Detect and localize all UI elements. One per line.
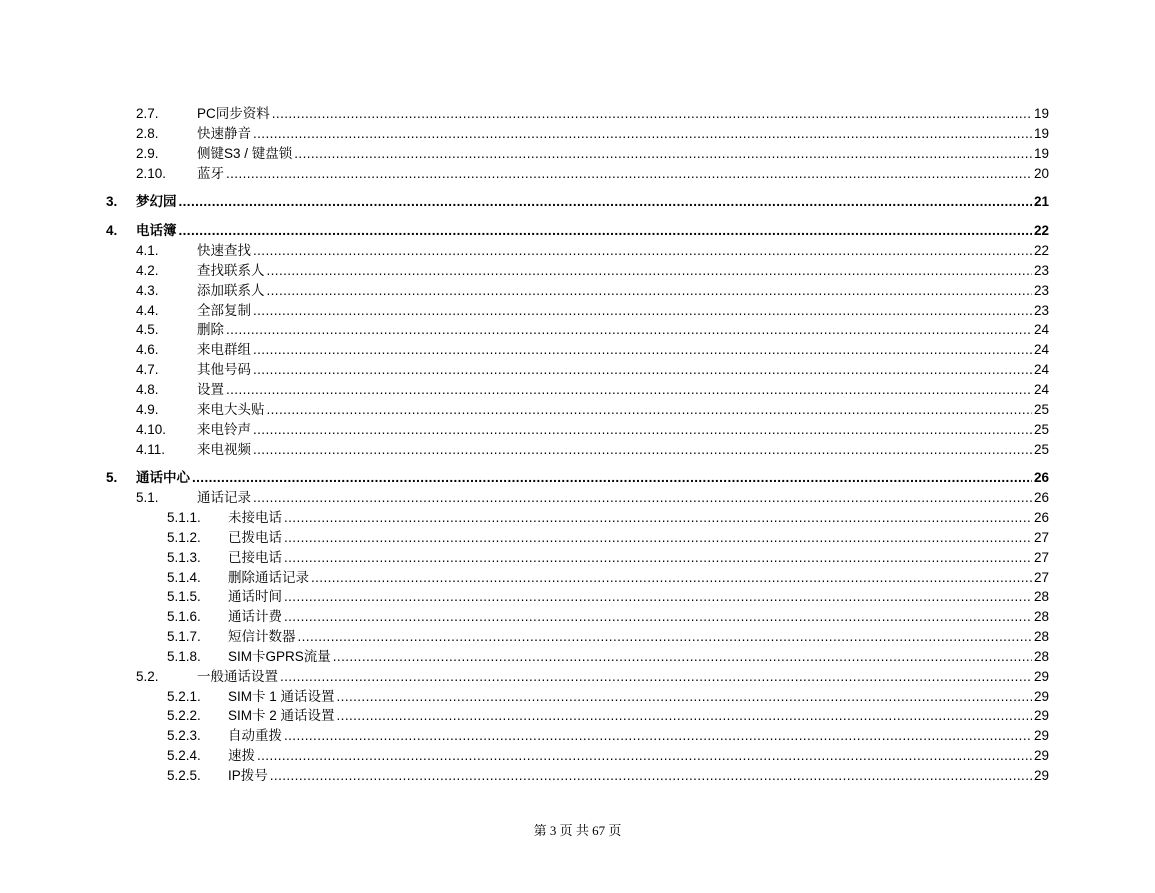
toc-entry[interactable] bbox=[0, 706, 1155, 726]
toc-entry[interactable] bbox=[0, 568, 1155, 588]
toc-entry-number: 4.5. bbox=[136, 322, 159, 338]
toc-entry-number: 4.4. bbox=[136, 302, 159, 318]
toc-entry-number: 4. bbox=[106, 223, 118, 239]
toc-entry-page-number: 21 bbox=[1033, 194, 1049, 210]
dot-leader bbox=[253, 420, 1032, 440]
toc-entry-number: 5.2.3. bbox=[167, 728, 201, 744]
toc-entry-title: 其他号码 bbox=[197, 362, 251, 378]
toc-entry[interactable] bbox=[0, 488, 1155, 508]
toc-entry-page-number: 26 bbox=[1033, 510, 1049, 526]
toc-entry[interactable] bbox=[0, 261, 1155, 281]
toc-entry-line bbox=[197, 124, 1049, 144]
toc-entry-title: 未接电话 bbox=[228, 510, 282, 526]
toc-entry-page-number: 28 bbox=[1033, 609, 1049, 625]
toc-entry-number: 5.1. bbox=[136, 490, 159, 506]
toc-entry-number: 4.9. bbox=[136, 401, 159, 417]
toc-entry-line bbox=[197, 104, 1049, 124]
toc-entry-title: 电话簿 bbox=[136, 223, 177, 239]
toc-entry[interactable] bbox=[0, 587, 1155, 607]
toc-entry-title: 查找联系人 bbox=[197, 262, 265, 278]
toc-entry-line bbox=[228, 687, 1049, 707]
toc-entry-line bbox=[136, 468, 1049, 488]
dot-leader bbox=[267, 400, 1032, 420]
toc-entry-number: 5.2.4. bbox=[167, 748, 201, 764]
toc-entry-page-number: 23 bbox=[1033, 262, 1049, 278]
toc-entry-line bbox=[228, 706, 1049, 726]
toc-entry[interactable] bbox=[0, 360, 1155, 380]
dot-leader bbox=[253, 488, 1032, 508]
toc-entry-line bbox=[197, 360, 1049, 380]
table-of-contents bbox=[0, 104, 1155, 786]
toc-entry-number: 4.10. bbox=[136, 421, 167, 437]
toc-entry-line bbox=[228, 766, 1049, 786]
toc-entry-page-number: 19 bbox=[1033, 145, 1049, 161]
toc-entry-page-number: 28 bbox=[1033, 589, 1049, 605]
toc-entry-title: 添加联系人 bbox=[197, 282, 265, 298]
page-footer: 第 3 页 共 67 页 bbox=[533, 823, 622, 838]
toc-entry-number: 3. bbox=[106, 194, 118, 210]
toc-entry[interactable] bbox=[0, 667, 1155, 687]
dot-leader bbox=[284, 528, 1032, 548]
toc-entry[interactable] bbox=[0, 607, 1155, 627]
toc-entry-number: 5.2. bbox=[136, 668, 159, 684]
toc-entry-page-number: 24 bbox=[1033, 342, 1049, 358]
dot-leader bbox=[337, 706, 1032, 726]
toc-entry-page-number: 27 bbox=[1033, 549, 1049, 565]
toc-entry-page-number: 19 bbox=[1033, 125, 1049, 141]
toc-entry-line bbox=[228, 548, 1049, 568]
toc-entry-title: SIM卡GPRS流量 bbox=[228, 648, 331, 664]
toc-entry[interactable] bbox=[0, 340, 1155, 360]
toc-entry[interactable] bbox=[0, 746, 1155, 766]
toc-entry-title: 蓝牙 bbox=[197, 165, 224, 181]
toc-entry-line bbox=[197, 488, 1049, 508]
toc-entry-page-number: 29 bbox=[1033, 728, 1049, 744]
toc-entry-page-number: 22 bbox=[1033, 243, 1049, 259]
toc-entry-number: 4.2. bbox=[136, 262, 159, 278]
toc-entry-number: 5.1.8. bbox=[167, 648, 201, 664]
toc-entry[interactable] bbox=[0, 124, 1155, 144]
dot-leader bbox=[179, 221, 1032, 241]
toc-entry-line bbox=[197, 440, 1049, 460]
dot-leader bbox=[226, 380, 1032, 400]
toc-entry-title: 短信计数器 bbox=[228, 629, 296, 645]
toc-entry-number: 5.2.5. bbox=[167, 768, 201, 783]
toc-entry-title: 已拨电话 bbox=[228, 529, 282, 545]
toc-entry-title: 快速静音 bbox=[197, 125, 251, 141]
toc-entry-number: 4.1. bbox=[136, 243, 159, 259]
toc-entry-page-number: 29 bbox=[1033, 708, 1049, 724]
toc-entry-page-number: 27 bbox=[1033, 529, 1049, 545]
toc-entry[interactable] bbox=[0, 400, 1155, 420]
dot-leader bbox=[284, 726, 1032, 746]
toc-entry-title: 快速查找 bbox=[197, 243, 251, 259]
toc-entry-number: 5.1.2. bbox=[167, 529, 201, 545]
toc-entry-page-number: 29 bbox=[1033, 668, 1049, 684]
toc-entry-page-number: 24 bbox=[1033, 362, 1049, 378]
toc-entry-number: 5.2.1. bbox=[167, 688, 201, 704]
dot-leader bbox=[253, 440, 1032, 460]
toc-entry-page-number: 23 bbox=[1033, 282, 1049, 298]
toc-entry-title: IP拨号 bbox=[228, 768, 268, 783]
dot-leader bbox=[253, 301, 1032, 321]
toc-entry-page-number: 26 bbox=[1033, 470, 1049, 486]
toc-entry[interactable] bbox=[0, 508, 1155, 528]
toc-entry-title: 来电群组 bbox=[197, 342, 251, 358]
toc-entry[interactable] bbox=[0, 440, 1155, 460]
toc-entry-title: 设置 bbox=[197, 381, 224, 397]
toc-entry-number: 5.1.7. bbox=[167, 629, 201, 645]
toc-entry-page-number: 29 bbox=[1033, 688, 1049, 704]
toc-entry-number: 5.1.1. bbox=[167, 510, 201, 526]
toc-entry-line bbox=[228, 568, 1049, 588]
toc-entry-title: PC同步资料 bbox=[197, 106, 270, 121]
toc-entry-line bbox=[228, 726, 1049, 746]
toc-entry[interactable] bbox=[0, 281, 1155, 301]
toc-entry-number: 4.7. bbox=[136, 362, 159, 378]
toc-entry-number: 5.1.3. bbox=[167, 549, 201, 565]
dot-leader bbox=[333, 647, 1032, 667]
toc-entry[interactable] bbox=[0, 766, 1155, 786]
toc-entry-title: 速拨 bbox=[228, 748, 255, 764]
dot-leader bbox=[253, 360, 1032, 380]
dot-leader bbox=[267, 261, 1032, 281]
toc-entry-title: 梦幻园 bbox=[136, 194, 177, 210]
toc-entry[interactable] bbox=[0, 221, 1155, 241]
toc-entry-page-number: 28 bbox=[1033, 629, 1049, 645]
toc-entry-page-number: 20 bbox=[1033, 165, 1049, 181]
toc-entry-page-number: 27 bbox=[1033, 569, 1049, 585]
toc-entry-page-number: 28 bbox=[1033, 648, 1049, 664]
toc-entry-line bbox=[228, 627, 1049, 647]
toc-entry-number: 2.8. bbox=[136, 125, 159, 141]
toc-entry-title: 来电视频 bbox=[197, 441, 251, 457]
toc-entry[interactable] bbox=[0, 528, 1155, 548]
toc-entry-line bbox=[228, 587, 1049, 607]
toc-entry[interactable] bbox=[0, 627, 1155, 647]
toc-entry-number: 2.9. bbox=[136, 145, 159, 161]
toc-entry[interactable] bbox=[0, 192, 1155, 212]
toc-entry-page-number: 23 bbox=[1033, 302, 1049, 318]
toc-entry-line bbox=[197, 667, 1049, 687]
toc-entry-title: SIM卡 1 通话设置 bbox=[228, 688, 335, 704]
toc-entry-number: 5.1.5. bbox=[167, 589, 201, 605]
toc-entry-title: 全部复制 bbox=[197, 302, 251, 318]
toc-entry-page-number: 22 bbox=[1033, 223, 1049, 239]
dot-leader bbox=[294, 144, 1032, 164]
dot-leader bbox=[179, 192, 1032, 212]
toc-entry-line bbox=[228, 508, 1049, 528]
toc-entry-title: 删除通话记录 bbox=[228, 569, 309, 585]
toc-entry[interactable] bbox=[0, 420, 1155, 440]
dot-leader bbox=[192, 468, 1032, 488]
toc-entry-page-number: 25 bbox=[1033, 401, 1049, 417]
toc-entry-line bbox=[197, 241, 1049, 261]
toc-entry-line bbox=[197, 320, 1049, 340]
toc-entry[interactable] bbox=[0, 687, 1155, 707]
toc-entry-title: 来电大头贴 bbox=[197, 401, 265, 417]
toc-entry-line bbox=[228, 746, 1049, 766]
dot-leader bbox=[284, 587, 1032, 607]
toc-entry-line bbox=[197, 380, 1049, 400]
toc-entry-page-number: 24 bbox=[1033, 322, 1049, 338]
dot-leader bbox=[280, 667, 1032, 687]
toc-entry-page-number: 29 bbox=[1033, 768, 1049, 783]
toc-entry-line bbox=[197, 261, 1049, 281]
toc-entry-page-number: 26 bbox=[1033, 490, 1049, 506]
toc-entry-line bbox=[228, 607, 1049, 627]
dot-leader bbox=[226, 164, 1032, 184]
toc-entry-line bbox=[197, 340, 1049, 360]
toc-entry-line bbox=[197, 281, 1049, 301]
toc-entry-number: 5. bbox=[106, 470, 118, 486]
toc-entry-number: 5.2.2. bbox=[167, 708, 201, 724]
toc-entry-title: 自动重拨 bbox=[228, 728, 282, 744]
toc-entry-line bbox=[197, 420, 1049, 440]
toc-entry-line bbox=[197, 301, 1049, 321]
toc-entry-number: 4.6. bbox=[136, 342, 159, 358]
dot-leader bbox=[253, 340, 1032, 360]
toc-entry[interactable] bbox=[0, 164, 1155, 184]
toc-entry-line bbox=[228, 647, 1049, 667]
toc-entry-line bbox=[197, 144, 1049, 164]
toc-entry-number: 5.1.4. bbox=[167, 569, 201, 585]
dot-leader bbox=[253, 124, 1032, 144]
toc-entry-title: 一般通话设置 bbox=[197, 668, 278, 684]
toc-entry-line bbox=[136, 221, 1049, 241]
toc-entry-title: 通话中心 bbox=[136, 470, 190, 486]
toc-entry-line bbox=[228, 528, 1049, 548]
toc-entry-title: 已接电话 bbox=[228, 549, 282, 565]
toc-entry-title: 通话记录 bbox=[197, 490, 251, 506]
toc-entry[interactable] bbox=[0, 144, 1155, 164]
toc-entry-page-number: 24 bbox=[1033, 381, 1049, 397]
toc-entry-number: 4.8. bbox=[136, 381, 159, 397]
dot-leader bbox=[311, 568, 1032, 588]
toc-entry[interactable] bbox=[0, 380, 1155, 400]
toc-entry[interactable] bbox=[0, 301, 1155, 321]
toc-entry-number: 2.7. bbox=[136, 106, 159, 121]
toc-entry[interactable] bbox=[0, 104, 1155, 124]
toc-entry[interactable] bbox=[0, 726, 1155, 746]
dot-leader bbox=[284, 548, 1032, 568]
toc-entry-title: 通话时间 bbox=[228, 589, 282, 605]
dot-leader bbox=[298, 627, 1032, 647]
dot-leader bbox=[253, 241, 1032, 261]
dot-leader bbox=[270, 766, 1032, 786]
dot-leader bbox=[257, 746, 1032, 766]
dot-leader bbox=[272, 104, 1032, 124]
toc-entry-title: 侧键S3 / 键盘锁 bbox=[197, 145, 293, 161]
toc-entry-line bbox=[136, 192, 1049, 212]
toc-entry-number: 5.1.6. bbox=[167, 609, 201, 625]
toc-entry-line bbox=[197, 400, 1049, 420]
toc-entry[interactable] bbox=[0, 468, 1155, 488]
toc-entry-page-number: 25 bbox=[1033, 421, 1049, 437]
toc-entry-line bbox=[197, 164, 1049, 184]
dot-leader bbox=[337, 687, 1032, 707]
toc-entry-title: SIM卡 2 通话设置 bbox=[228, 708, 335, 724]
dot-leader bbox=[267, 281, 1032, 301]
toc-entry-page-number: 25 bbox=[1033, 441, 1049, 457]
toc-entry-number: 2.10. bbox=[136, 165, 167, 181]
toc-entry-number: 4.11. bbox=[136, 441, 166, 457]
toc-entry[interactable] bbox=[0, 241, 1155, 261]
toc-entry-number: 4.3. bbox=[136, 282, 159, 298]
toc-entry-page-number: 19 bbox=[1033, 106, 1049, 121]
toc-entry-title: 删除 bbox=[197, 322, 224, 338]
toc-entry-page-number: 29 bbox=[1033, 748, 1049, 764]
dot-leader bbox=[226, 320, 1032, 340]
toc-entry[interactable] bbox=[0, 320, 1155, 340]
toc-entry-title: 来电铃声 bbox=[197, 421, 251, 437]
toc-entry[interactable] bbox=[0, 647, 1155, 667]
toc-entry[interactable] bbox=[0, 548, 1155, 568]
dot-leader bbox=[284, 607, 1032, 627]
toc-entry-title: 通话计费 bbox=[228, 609, 282, 625]
dot-leader bbox=[284, 508, 1032, 528]
